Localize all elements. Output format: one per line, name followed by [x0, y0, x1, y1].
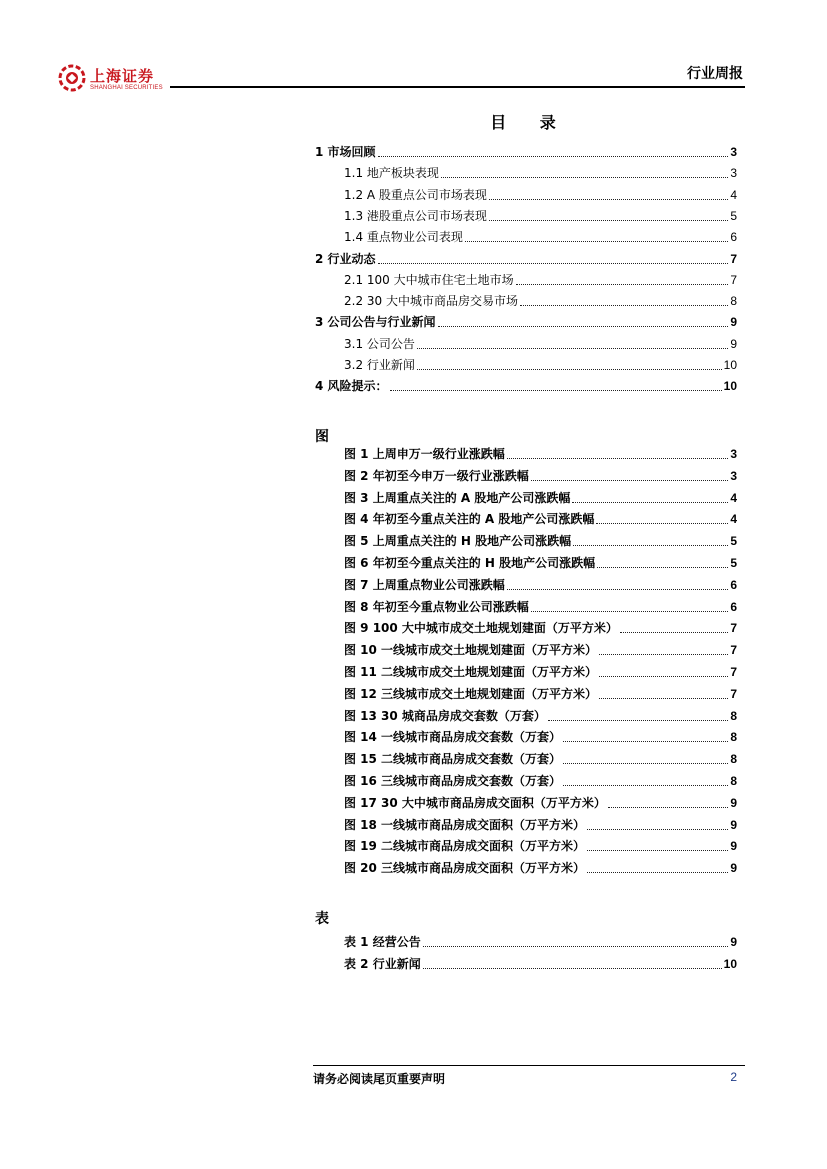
figures-entry[interactable]	[344, 642, 737, 659]
toc-entry-page: 10	[723, 358, 737, 372]
figures-entry[interactable]	[344, 555, 737, 572]
dot-leader	[507, 458, 729, 459]
toc-entry[interactable]	[344, 187, 737, 204]
toc-entry-label: 1.2 A 股重点公司市场表现	[344, 187, 487, 202]
toc-entry-label: 1.4 重点物业公司表现	[344, 230, 463, 245]
figures-entry[interactable]	[344, 533, 737, 550]
toc-entry[interactable]	[344, 165, 737, 182]
toc-entry-page: 4	[730, 187, 737, 202]
figures-entry-page: 7	[730, 621, 737, 636]
dot-leader	[378, 263, 729, 264]
figures-entry[interactable]	[344, 490, 737, 507]
figures-entry[interactable]	[344, 729, 737, 746]
dot-leader	[520, 305, 728, 306]
toc-entry-label: 2.2 30 大中城市商品房交易市场	[344, 294, 518, 309]
report-type: 行业周报	[687, 66, 743, 82]
figures-entry[interactable]	[344, 773, 737, 790]
tables-entry[interactable]	[344, 934, 737, 951]
figures-entry[interactable]	[344, 860, 737, 877]
toc-entry-label: 2 行业动态	[315, 251, 376, 266]
figures-entry-page: 9	[730, 839, 737, 854]
tables-heading: 表	[315, 911, 329, 927]
figures-entry[interactable]	[344, 817, 737, 834]
dot-leader	[423, 946, 729, 947]
toc-entry[interactable]	[344, 229, 737, 246]
dot-leader	[587, 829, 728, 830]
figures-entry-page: 3	[730, 447, 737, 461]
dot-leader	[417, 369, 722, 370]
figures-entry[interactable]	[344, 446, 737, 463]
figures-entry[interactable]	[344, 838, 737, 855]
dot-leader	[599, 654, 728, 655]
toc-entry-page: 9	[730, 336, 737, 351]
toc-entry-page: 10	[723, 379, 737, 394]
dot-leader	[587, 850, 728, 851]
dot-leader	[531, 611, 729, 612]
logo-text-en: SHANGHAI SECURITIES	[90, 85, 163, 91]
figures-entry[interactable]	[344, 795, 737, 812]
tables-entry-page: 9	[730, 935, 737, 949]
toc-entry-label: 3 公司公告与行业新闻	[315, 315, 436, 330]
toc-entry-label: 3.2 行业新闻	[344, 358, 415, 372]
dot-leader	[489, 199, 728, 200]
figures-entry[interactable]	[344, 708, 737, 725]
figures-entry-page: 8	[730, 774, 737, 788]
figures-entry[interactable]	[344, 599, 737, 616]
dot-leader	[516, 284, 729, 285]
dot-leader	[548, 720, 728, 721]
figures-entry-label: 图 14 一线城市商品房成交套数（万套）	[344, 730, 562, 745]
figures-entry[interactable]	[344, 751, 737, 768]
toc-entry-page: 8	[730, 294, 737, 309]
figures-entry-label: 图 3 上周重点关注的 A 股地产公司涨跌幅	[344, 490, 571, 505]
toc-title: 目 录	[490, 113, 570, 132]
figures-entry-page: 3	[730, 468, 737, 483]
toc-entry[interactable]	[315, 378, 737, 395]
figures-entry-label: 图 10 一线城市成交土地规划建面（万平方米）	[344, 643, 598, 658]
dot-leader	[563, 785, 728, 786]
header-divider	[170, 86, 745, 88]
figures-entry-page: 4	[730, 490, 737, 505]
toc-entry[interactable]	[344, 272, 737, 289]
figures-entry[interactable]	[344, 511, 737, 528]
figures-entry-page: 9	[730, 817, 737, 832]
figures-entry-page: 7	[730, 643, 737, 658]
toc-entry-page: 9	[730, 315, 737, 330]
figures-entry-label: 图 7 上周重点物业公司涨跌幅	[344, 577, 505, 592]
figures-heading: 图	[315, 429, 329, 445]
figures-entry-label: 图 11 二线城市成交土地规划建面（万平方米）	[344, 665, 598, 679]
figures-entry[interactable]	[344, 664, 737, 681]
figures-entry-label: 图 19 二线城市商品房成交面积（万平方米）	[344, 839, 586, 854]
figures-entry-page: 9	[730, 795, 737, 810]
dot-leader	[620, 632, 728, 633]
figures-entry[interactable]	[344, 620, 737, 637]
page-number: 2	[730, 1070, 737, 1084]
figures-entry[interactable]	[344, 686, 737, 703]
dot-leader	[572, 502, 728, 503]
tables-entry-page: 10	[723, 956, 737, 971]
figures-entry-label: 图 6 年初至今重点关注的 H 股地产公司涨跌幅	[344, 556, 596, 570]
tables-entry-label: 表 1 经营公告	[344, 935, 421, 949]
figures-entry-label: 图 2 年初至今申万一级行业涨跌幅	[344, 468, 529, 483]
figures-entry-page: 8	[730, 730, 737, 745]
figures-entry-label: 图 9 100 大中城市成交土地规划建面（万平方米）	[344, 621, 618, 636]
dot-leader	[597, 567, 728, 568]
toc-entry-page: 7	[730, 272, 737, 287]
toc-entry[interactable]	[315, 251, 737, 268]
figures-entry-label: 图 17 30 大中城市商品房成交面积（万平方米）	[344, 795, 606, 810]
dot-leader	[531, 480, 729, 481]
toc-entry[interactable]	[344, 336, 737, 353]
dot-leader	[507, 589, 729, 590]
figures-entry-page: 7	[730, 665, 737, 679]
logo-text-cn: 上海证券	[90, 67, 155, 85]
toc-entry-label: 1.1 地产板块表现	[344, 166, 439, 181]
figures-entry[interactable]	[344, 577, 737, 594]
tables-entry[interactable]	[344, 956, 737, 973]
dot-leader	[417, 348, 728, 349]
dot-leader	[599, 698, 728, 699]
toc-entry[interactable]	[315, 314, 737, 331]
figures-entry-page: 9	[730, 861, 737, 876]
toc-entry[interactable]	[315, 144, 737, 161]
dot-leader	[378, 156, 729, 157]
dot-leader	[441, 177, 728, 178]
toc-entry-label: 4 风险提示：	[315, 379, 388, 394]
figures-entry-label: 图 18 一线城市商品房成交面积（万平方米）	[344, 817, 586, 832]
figures-entry-label: 图 13 30 城商品房成交套数（万套）	[344, 708, 546, 723]
figures-entry-page: 4	[730, 512, 737, 527]
toc-entry-label: 1 市场回顾	[315, 145, 376, 159]
toc-entry-page: 7	[730, 251, 737, 266]
toc-entry-page: 6	[730, 230, 737, 245]
tables-entry-label: 表 2 行业新闻	[344, 956, 421, 971]
toc-entry-page: 3	[730, 166, 737, 181]
brand-logo	[58, 62, 178, 98]
figures-entry-label: 图 15 二线城市商品房成交套数（万套）	[344, 752, 562, 767]
figures-entry-page: 5	[730, 556, 737, 570]
figures-entry-label: 图 5 上周重点关注的 H 股地产公司涨跌幅	[344, 534, 572, 549]
toc-entry-page: 3	[730, 145, 737, 159]
dot-leader	[489, 220, 728, 221]
toc-entry[interactable]	[344, 357, 737, 374]
dot-leader	[599, 676, 728, 677]
toc-entry-label: 1.3 港股重点公司市场表现	[344, 208, 487, 223]
dot-leader	[423, 968, 722, 969]
toc-entry-page: 5	[730, 208, 737, 223]
figures-entry-label: 图 1 上周申万一级行业涨跌幅	[344, 447, 505, 461]
toc-entry-label: 3.1 公司公告	[344, 336, 415, 351]
figures-entry-page: 6	[730, 599, 737, 614]
figures-entry-page: 8	[730, 708, 737, 723]
toc-entry[interactable]	[344, 208, 737, 225]
figures-entry-page: 7	[730, 686, 737, 701]
figures-entry-label: 图 16 三线城市商品房成交套数（万套）	[344, 774, 562, 788]
dot-leader	[573, 545, 728, 546]
figures-entry[interactable]	[344, 468, 737, 485]
figures-entry-page: 8	[730, 752, 737, 767]
figures-entry-page: 5	[730, 534, 737, 549]
dot-leader	[587, 872, 728, 873]
logo-emblem-icon	[58, 64, 86, 92]
dot-leader	[596, 523, 728, 524]
dot-leader	[563, 741, 728, 742]
figures-entry-label: 图 4 年初至今重点关注的 A 股地产公司涨跌幅	[344, 512, 595, 527]
dot-leader	[465, 241, 728, 242]
dot-leader	[608, 807, 728, 808]
dot-leader	[438, 326, 729, 327]
figures-entry-label: 图 12 三线城市成交土地规划建面（万平方米）	[344, 686, 598, 701]
toc-entry-label: 2.1 100 大中城市住宅土地市场	[344, 272, 514, 287]
footer-divider	[313, 1065, 745, 1066]
figures-entry-page: 6	[730, 577, 737, 592]
figures-entry-label: 图 8 年初至今重点物业公司涨跌幅	[344, 599, 529, 614]
dot-leader	[390, 390, 722, 391]
figures-entry-label: 图 20 三线城市商品房成交面积（万平方米）	[344, 861, 586, 876]
toc-entry[interactable]	[344, 293, 737, 310]
dot-leader	[563, 763, 728, 764]
footer-disclaimer: 请务必阅读尾页重要声明	[313, 1072, 446, 1086]
